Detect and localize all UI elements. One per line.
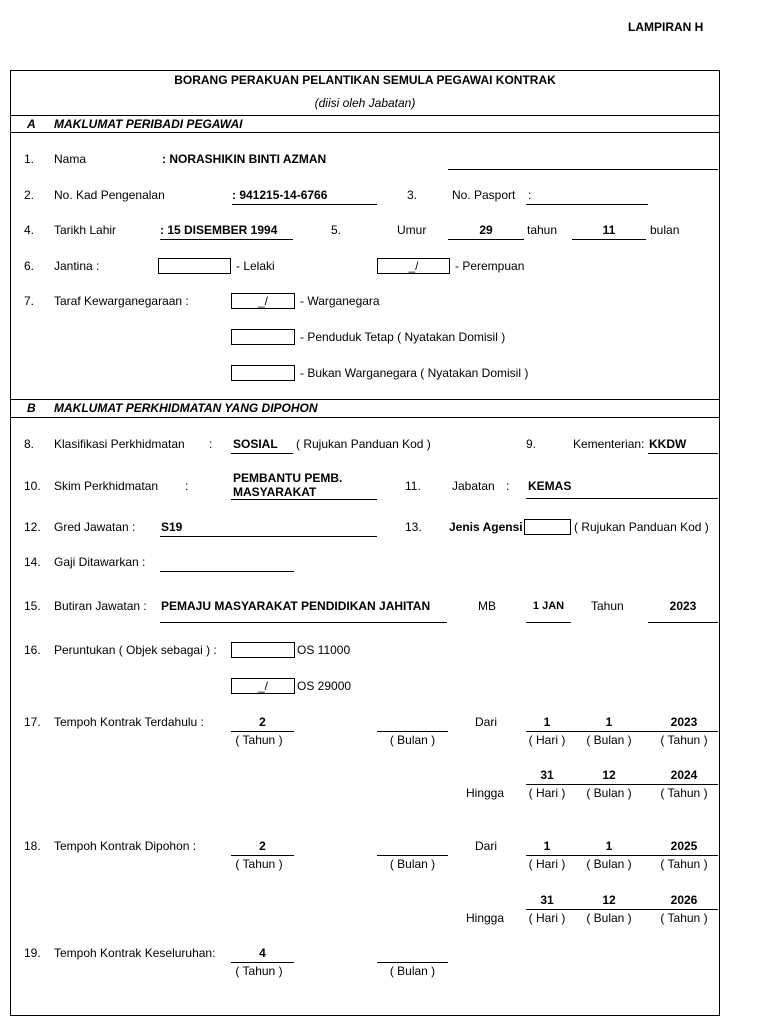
unit-year: ( Tahun ): [660, 786, 708, 800]
department-value: KEMAS: [528, 479, 572, 493]
field-15-number: 15.: [24, 599, 41, 613]
field-4-number: 4.: [24, 223, 35, 237]
ic-number-label: No. Kad Pengenalan: [54, 188, 165, 202]
from-year: 2023: [670, 715, 698, 729]
requested-contract-label: Tempoh Kontrak Dipohon :: [54, 839, 197, 853]
underline: [231, 962, 294, 963]
non-citizen-checkbox[interactable]: [231, 365, 295, 381]
underline: [377, 855, 448, 856]
section-b-letter: B: [27, 401, 36, 415]
ministry-label: Kementerian:: [573, 437, 645, 451]
service-classification-note: ( Rujukan Panduan Kod ): [296, 437, 431, 451]
agency-type-label: Jenis Agensi: [449, 520, 523, 534]
age-label: Umur: [397, 223, 427, 237]
form-subtitle: (diisi oleh Jabatan): [314, 96, 416, 110]
age-months-unit: bulan: [650, 223, 680, 237]
form-frame: [10, 70, 720, 1016]
divider: [10, 417, 720, 418]
department-colon: :: [506, 479, 510, 493]
grade-label: Gred Jawatan :: [54, 520, 136, 534]
name-value: : NORASHIKIN BINTI AZMAN: [162, 152, 327, 166]
mb-label: MB: [478, 599, 496, 613]
field-2-number: 2.: [24, 188, 35, 202]
year-label: Tahun: [591, 599, 624, 613]
post-details-value: PEMAJU MASYARAKAT PENDIDIKAN JAHITAN: [161, 599, 431, 613]
gender-female-checkbox[interactable]: _/: [377, 258, 450, 274]
service-classification-colon: :: [209, 437, 213, 451]
passport-underline: [526, 204, 648, 205]
service-scheme-value-line1: PEMBANTU PEMB.: [233, 471, 343, 485]
divider: [10, 132, 720, 133]
year-underline: [648, 622, 718, 623]
unit-day: ( Hari ): [528, 857, 566, 871]
service-scheme-underline: [231, 499, 377, 500]
unit-day: ( Hari ): [528, 911, 566, 925]
passport-label: No. Pasport: [452, 188, 516, 202]
field-10-number: 10.: [24, 479, 41, 493]
unit-months: ( Bulan ): [389, 733, 436, 747]
to-label: Hingga: [466, 911, 505, 925]
to-label: Hingga: [466, 786, 505, 800]
unit-year: ( Tahun ): [660, 857, 708, 871]
service-scheme-label: Skim Perkhidmatan: [54, 479, 159, 493]
mb-value: 1 JAN: [532, 600, 565, 612]
field-13-number: 13.: [405, 520, 422, 534]
to-day: 31: [540, 768, 554, 782]
citizen-checkbox[interactable]: _/: [231, 293, 295, 309]
gender-male-label: - Lelaki: [236, 259, 275, 273]
field-16-number: 16.: [24, 643, 41, 657]
field-8-number: 8.: [24, 437, 35, 451]
unit-years: ( Tahun ): [235, 733, 283, 747]
salary-underline: [160, 571, 294, 572]
underline: [526, 784, 718, 785]
from-day: 1: [543, 839, 551, 853]
unit-month: ( Bulan ): [586, 786, 632, 800]
service-classification-value: SOSIAL: [233, 437, 278, 451]
unit-months: ( Bulan ): [389, 964, 436, 978]
underline: [231, 855, 294, 856]
field-1-number: 1.: [24, 152, 35, 166]
salary-label: Gaji Ditawarkan :: [54, 555, 146, 569]
service-classification-underline: [231, 453, 293, 454]
service-scheme-value-line2: MASYARAKAT: [233, 485, 317, 499]
age-months-value: 11: [602, 223, 616, 237]
field-9-number: 9.: [526, 437, 537, 451]
field-3-number: 3.: [407, 188, 418, 202]
ic-number-underline: [232, 204, 377, 205]
from-month: 1: [605, 715, 613, 729]
previous-contract-years: 2: [259, 715, 266, 729]
unit-year: ( Tahun ): [660, 911, 708, 925]
grade-underline: [160, 536, 377, 537]
section-a-letter: A: [27, 117, 36, 131]
field-14-number: 14.: [24, 555, 41, 569]
allocation-label: Peruntukan ( Objek sebagai ) :: [54, 643, 217, 657]
field-6-number: 6.: [24, 259, 35, 273]
os-29000-checkbox[interactable]: _/: [231, 678, 295, 694]
underline: [231, 731, 294, 732]
unit-month: ( Bulan ): [586, 857, 632, 871]
unit-day: ( Hari ): [528, 733, 566, 747]
birth-date-value: : 15 DISEMBER 1994: [160, 223, 278, 237]
post-details-underline: [160, 622, 447, 623]
section-a-title: MAKLUMAT PERIBADI PEGAWAI: [54, 117, 243, 131]
underline: [377, 731, 448, 732]
birth-date-underline: [160, 239, 293, 240]
age-months-underline: [572, 239, 646, 240]
ministry-value: KKDW: [649, 437, 687, 451]
post-details-label: Butiran Jawatan :: [54, 599, 147, 613]
underline: [526, 909, 718, 910]
grade-value: S19: [161, 520, 183, 534]
os-11000-label: OS 11000: [297, 643, 351, 657]
non-citizen-label: - Bukan Warganegara ( Nyatakan Domisil ): [300, 366, 529, 380]
unit-month: ( Bulan ): [586, 911, 632, 925]
previous-contract-label: Tempoh Kontrak Terdahulu :: [54, 715, 204, 729]
form-title: BORANG PERAKUAN PELANTIKAN SEMULA PEGAWAI KONTRAK: [174, 73, 556, 87]
gender-female-label: - Perempuan: [455, 259, 525, 273]
department-label: Jabatan: [452, 479, 495, 493]
unit-month: ( Bulan ): [586, 733, 632, 747]
total-contract-label: Tempoh Kontrak Keseluruhan:: [54, 946, 216, 960]
age-years-unit: tahun: [527, 223, 558, 237]
name-underline: [448, 169, 718, 170]
field-11-number: 11.: [405, 479, 421, 493]
to-year: 2026: [670, 893, 698, 907]
field-17-number: 17.: [24, 715, 41, 729]
citizen-label: - Warganegara: [300, 294, 380, 308]
appendix-label: LAMPIRAN H: [628, 20, 704, 34]
underline: [526, 731, 718, 732]
total-contract-years: 4: [259, 946, 266, 960]
permanent-resident-checkbox[interactable]: [231, 329, 295, 345]
field-19-number: 19.: [24, 946, 41, 960]
field-5-number: 5.: [331, 223, 342, 237]
to-month: 12: [602, 893, 616, 907]
to-day: 31: [540, 893, 554, 907]
field-12-number: 12.: [24, 520, 41, 534]
year-value: 2023: [669, 599, 697, 613]
age-years-value: 29: [479, 223, 493, 237]
unit-years: ( Tahun ): [235, 857, 283, 871]
from-month: 1: [605, 839, 613, 853]
to-month: 12: [602, 768, 616, 782]
birth-date-label: Tarikh Lahir: [54, 223, 117, 237]
service-classification-label: Klasifikasi Perkhidmatan: [54, 437, 185, 451]
unit-day: ( Hari ): [528, 786, 566, 800]
os-11000-checkbox[interactable]: [231, 642, 295, 658]
underline: [526, 855, 718, 856]
underline: [377, 962, 448, 963]
field-18-number: 18.: [24, 839, 41, 853]
unit-year: ( Tahun ): [660, 733, 708, 747]
department-underline: [526, 498, 718, 499]
requested-contract-years: 2: [259, 839, 266, 853]
agency-type-input[interactable]: [524, 519, 571, 535]
citizenship-label: Taraf Kewarganegaraan :: [54, 294, 189, 308]
permanent-resident-label: - Penduduk Tetap ( Nyatakan Domisil ): [300, 330, 506, 344]
gender-male-checkbox[interactable]: [158, 258, 231, 274]
field-7-number: 7.: [24, 294, 35, 308]
service-scheme-colon: :: [185, 479, 189, 493]
divider: [10, 399, 720, 400]
from-year: 2025: [670, 839, 698, 853]
name-label: Nama: [54, 152, 87, 166]
section-b-title: MAKLUMAT PERKHIDMATAN YANG DIPOHON: [54, 401, 318, 415]
from-label: Dari: [475, 715, 498, 729]
os-29000-label: OS 29000: [297, 679, 352, 693]
ic-number-value: : 941215-14-6766: [232, 188, 328, 202]
from-day: 1: [543, 715, 551, 729]
mb-underline: [526, 622, 571, 623]
unit-months: ( Bulan ): [389, 857, 436, 871]
age-years-underline: [448, 239, 524, 240]
to-year: 2024: [670, 768, 698, 782]
divider: [10, 115, 720, 116]
gender-label: Jantina :: [54, 259, 100, 273]
passport-value: :: [528, 188, 532, 202]
unit-years: ( Tahun ): [235, 964, 283, 978]
agency-type-note: ( Rujukan Panduan Kod ): [574, 520, 709, 534]
ministry-underline: [648, 453, 718, 454]
from-label: Dari: [475, 839, 498, 853]
